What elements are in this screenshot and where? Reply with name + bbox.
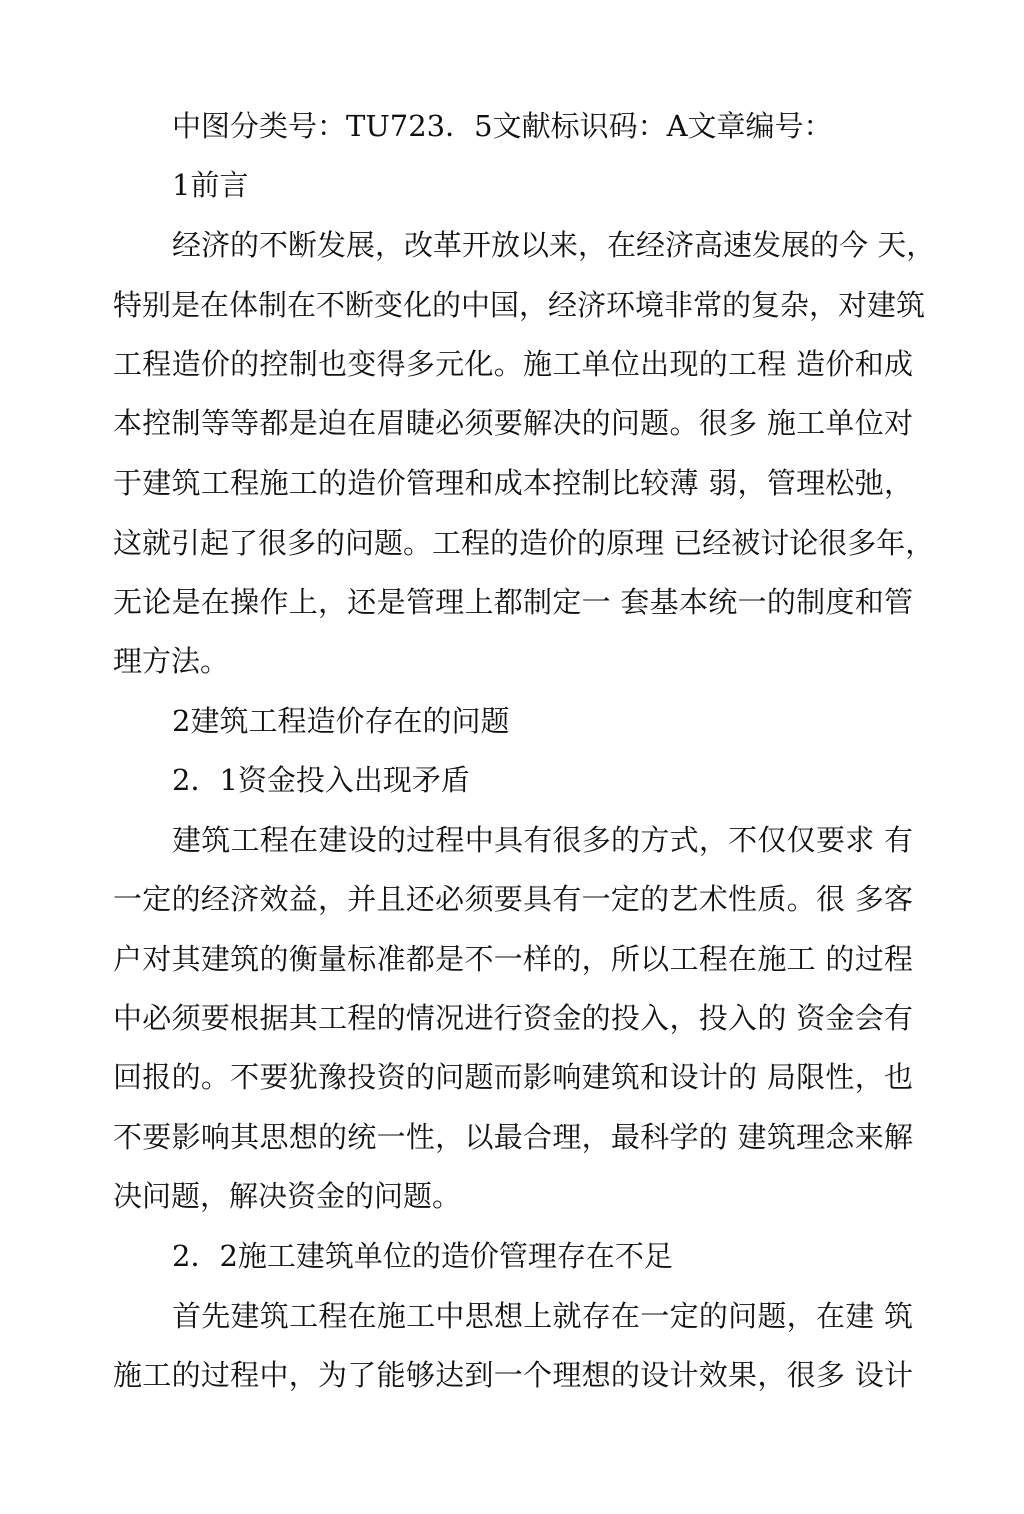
classification-line: 中图分类号：TU723．5文献标识码：A文章编号： xyxy=(172,109,833,143)
section-2-1-paragraph-line: 户对其建筑的衡量标准都是不一样的，所以工程在施工 的过程 xyxy=(113,942,913,976)
section-2-1-heading: 2．1资金投入出现矛盾 xyxy=(172,763,470,797)
section-1-paragraph-line: 这就引起了很多的问题。工程的造价的原理 已经被讨论很多年， xyxy=(113,526,935,560)
section-1-paragraph-line: 经济的不断发展，改革开放以来，在经济高速发展的今 天， xyxy=(172,228,936,262)
section-2-1-paragraph-line: 中必须要根据其工程的情况进行资金的投入，投入的 资金会有 xyxy=(113,1001,913,1035)
section-2-1-paragraph-line: 回报的。不要犹豫投资的问题而影响建筑和设计的 局限性，也 xyxy=(113,1060,913,1094)
section-1-paragraph-line: 特别是在体制在不断变化的中国，经济环境非常的复杂，对建筑 xyxy=(113,288,926,322)
section-2-1-paragraph-line: 建筑工程在建设的过程中具有很多的方式，不仅仅要求 有 xyxy=(172,823,913,857)
section-1-paragraph-line: 理方法。 xyxy=(113,644,230,678)
section-1-paragraph-line: 工程造价的控制也变得多元化。施工单位出现的工程 造价和成 xyxy=(113,347,913,381)
section-1-paragraph-line: 于建筑工程施工的造价管理和成本控制比较薄 弱，管理松弛， xyxy=(113,466,913,500)
section-2-1-paragraph-line: 一定的经济效益，并且还必须要具有一定的艺术性质。很 多客 xyxy=(113,882,913,916)
section-1-paragraph-line: 无论是在操作上，还是管理上都制定一 套基本统一的制度和管 xyxy=(113,585,913,619)
section-2-1-paragraph-line: 决问题，解决资金的问题。 xyxy=(113,1179,462,1213)
section-1-heading: 1前言 xyxy=(172,168,249,202)
section-1-paragraph-line: 本控制等等都是迫在眉睫必须要解决的问题。很多 施工单位对 xyxy=(113,406,913,440)
section-2-heading: 2建筑工程造价存在的问题 xyxy=(172,704,510,738)
section-2-1-paragraph-line: 不要影响其思想的统一性，以最合理，最科学的 建筑理念来解 xyxy=(113,1120,913,1154)
section-2-2-heading: 2．2施工建筑单位的造价管理存在不足 xyxy=(172,1239,673,1273)
section-2-2-paragraph-line: 施工的过程中，为了能够达到一个理想的设计效果，很多 设计 xyxy=(113,1358,913,1392)
section-2-2-paragraph-line: 首先建筑工程在施工中思想上就存在一定的问题，在建 筑 xyxy=(172,1299,913,1333)
